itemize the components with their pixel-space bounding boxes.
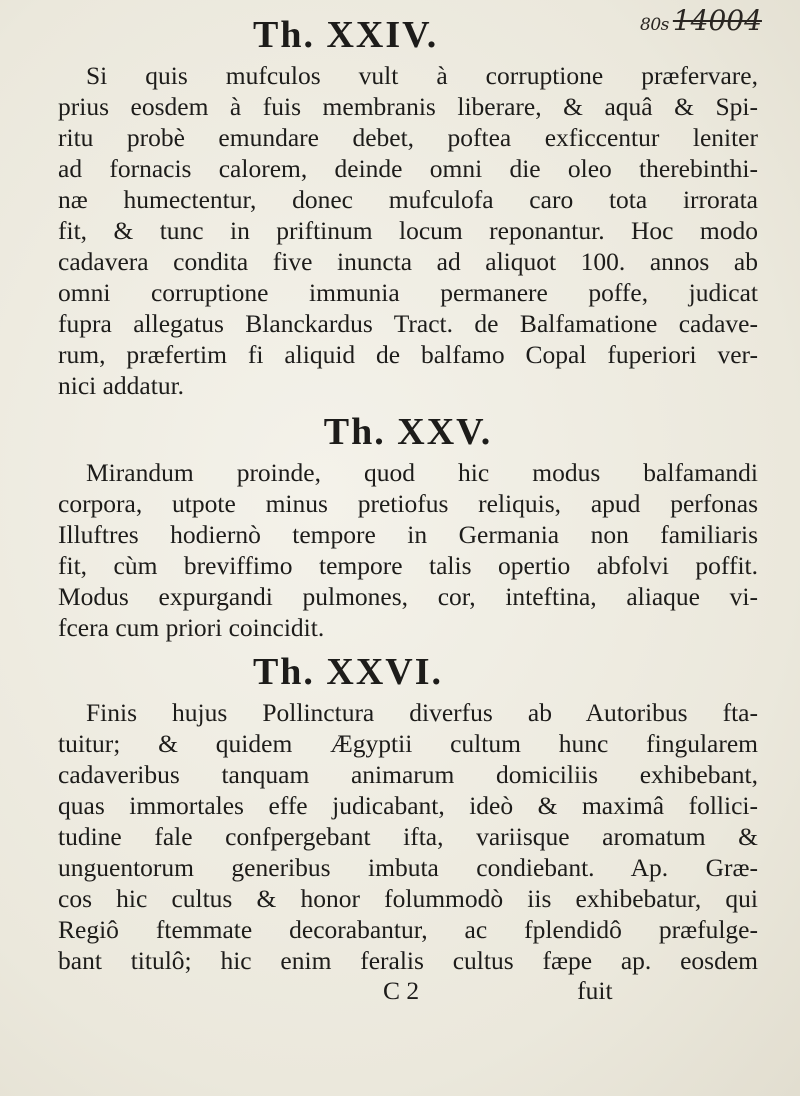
text-line: omni corruptione immunia permanere poffe, judicat (58, 278, 758, 307)
text-line: Illuftres hodiernò tempore in Germania non familiaris (58, 520, 758, 549)
text-line: corpora, utpote minus pretiofus reliquis, apud perfonas (58, 489, 758, 518)
text-line: Modus expurgandi pulmones, cor, inteftina, aliaque vi- (58, 582, 758, 611)
text-line: cadaveribus tanquam animarum domiciliis exhibebant, (58, 760, 758, 789)
text-line: nici addatur. (58, 371, 185, 400)
text-line: Si quis mufculos vult à corruptione præfervare, (86, 61, 758, 90)
page-footer (58, 976, 758, 1006)
text-line: Mirandum proinde, quod hic modus balfamandi (86, 458, 758, 487)
text-line: prius eosdem à fuis membranis liberare, & aquâ & Spi- (58, 92, 758, 121)
text-line: unguentorum generibus imbuta condiebant. Ap. Græ- (58, 853, 758, 882)
text-line: bant titulô; hic enim feralis cultus fæpe ap. eosdem (58, 946, 758, 975)
text-line: quas immortales effe judicabant, ideò & maximâ follici- (58, 791, 758, 820)
text-line: rum, præfertim fi aliquid de balfamo Copal fuperiori ver- (58, 340, 758, 369)
catchword: fuit (577, 976, 613, 1005)
text-line: cadavera condita five inuncta ad aliquot 100. annos ab (58, 247, 758, 276)
section-heading-26: Th. XXVI. (252, 651, 444, 693)
text-line: fit, & tunc in priftinum locum reponantur. Hoc modo (58, 216, 758, 245)
text-line: tudine fale confpergebant ifta, variisque aromatum & (58, 822, 758, 851)
manuscript-annotation-small: 80s (640, 15, 669, 35)
text-line: fcera cum priori coincidit. (58, 613, 325, 642)
paragraph-25 (58, 457, 758, 643)
text-line: fupra allegatus Blanckardus Tract. de Balfamatione cadave- (58, 309, 758, 338)
text-line: fit, cùm breviffimo tempore talis opertio abfolvi poffit. (58, 551, 758, 580)
text-line: næ humectentur, donec mufculofa caro tota irrorata (58, 185, 758, 214)
section-heading-24: Th. XXIV. (253, 14, 439, 56)
signature-mark: C 2 (383, 976, 420, 1005)
text-line: Finis hujus Pollinctura diverfus ab Autoribus fta- (86, 698, 758, 727)
text-line: Regiô ftemmate decorabantur, ac fplendidô præfulge- (58, 915, 758, 944)
text-line: ritu probè emundare debet, poftea exficcentur leniter (58, 123, 758, 152)
manuscript-annotation-mark: 14004 (672, 4, 762, 37)
text-line: ad fornacis calorem, deinde omni die oleo therebinthi- (58, 154, 758, 183)
text-block (58, 12, 758, 1006)
text-line: tuitur; & quidem Ægyptii cultum hunc fingularem (58, 729, 758, 758)
text-line: cos hic cultus & honor folummodò iis exhibebatur, qui (58, 884, 758, 913)
section-heading-25: Th. XXV. (323, 411, 493, 453)
paragraph-26 (58, 697, 758, 976)
paragraph-24 (58, 60, 758, 401)
